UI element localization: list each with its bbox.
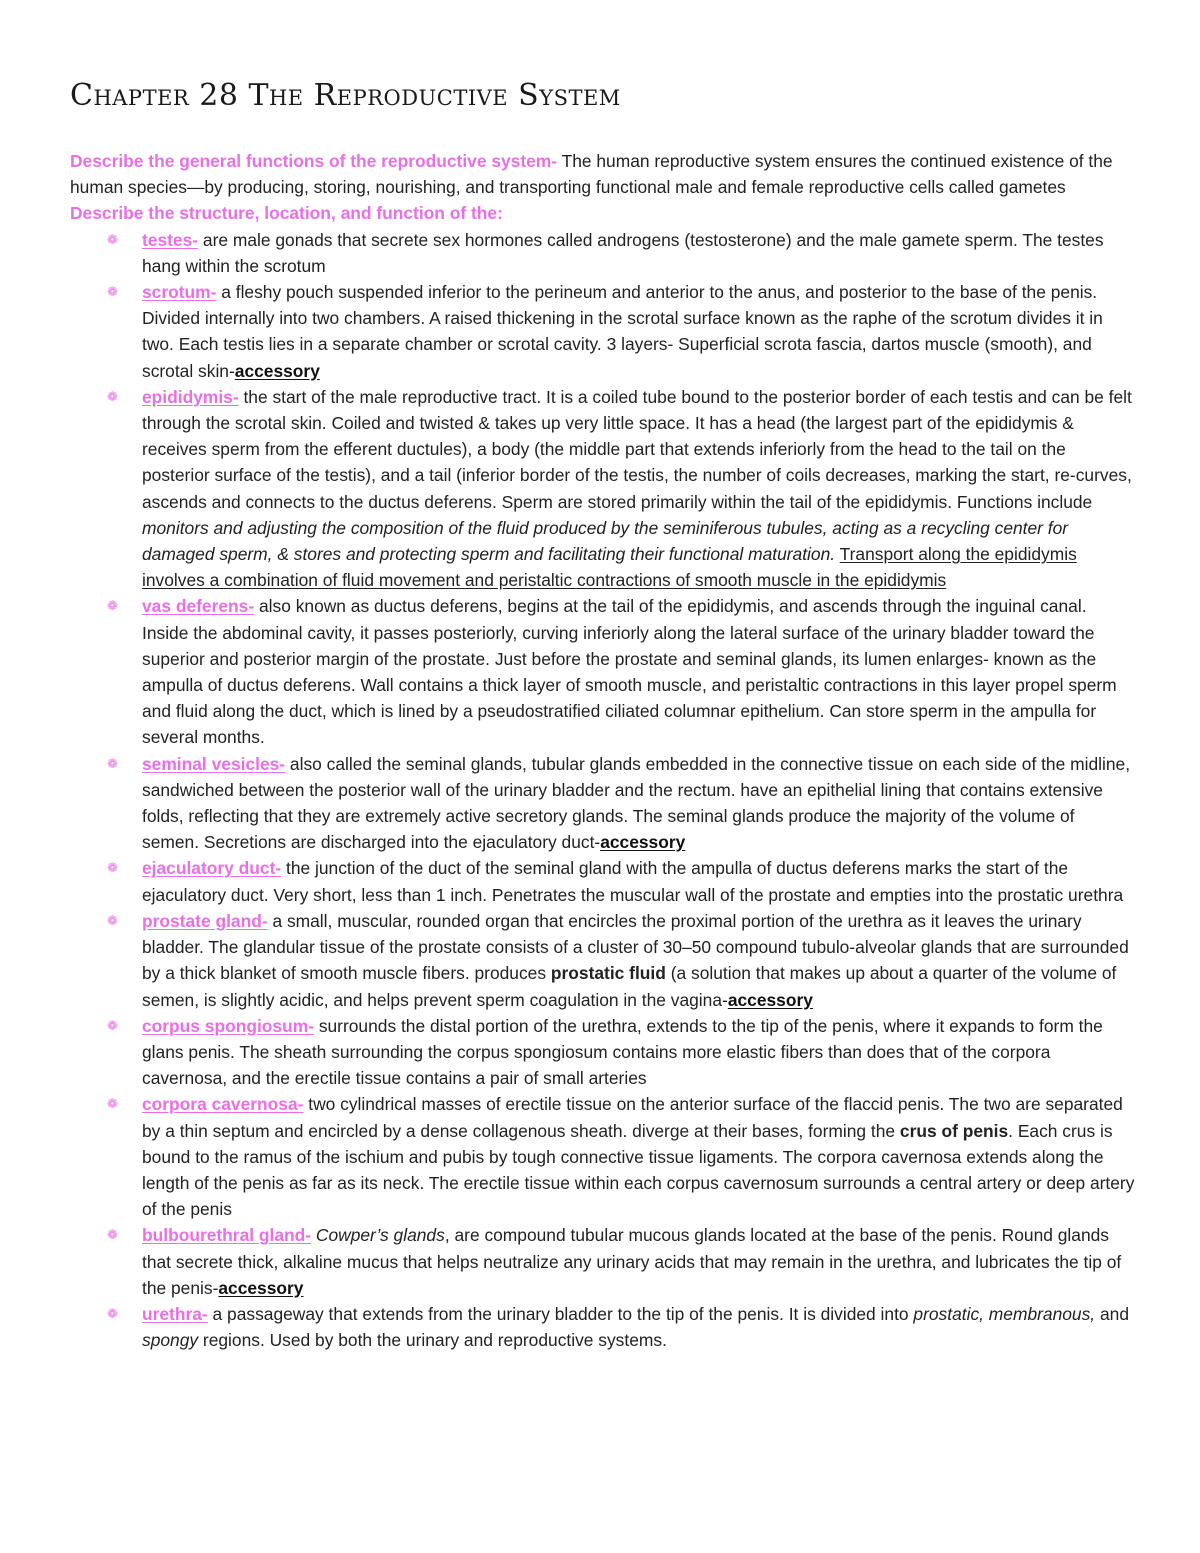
intro-paragraph (70, 148, 1135, 200)
flower-bullet-icon: ❁ (107, 1227, 118, 1243)
accessory-label: accessory (218, 1277, 304, 1298)
epididymis-text: the start of the male reproductive tract. It is a coiled tube bound to the posterior border of each testis and can be felt through the scrotal skin. Coiled and twisted & takes up very little space. It has a head (the largest part of the epididymis & receives sperm from the efferent ductules), a body (the middle part that extends inferiorly from the head to the tail on the posterior surface of the testis), and a tail (inferior border of the testis, the number of coils decreases, marking the start, re-curves, ascends and connects to the ductus deferens. Sperm are stored primarily within the tail of the epididymis. Functions include (142, 386, 1132, 512)
list-item-bulbourethral-gland (70, 1222, 1135, 1301)
urethra-text-3: regions. Used by both the urinary and reproductive systems. (198, 1330, 667, 1351)
cavernosa-text: two cylindrical masses of erectile tissue on the anterior surface of the flaccid penis. The two are separated by a thin septum and encircled by a dense collagenous sheath. diverge at their bases, forming the (142, 1094, 1123, 1141)
accessory-label: accessory (727, 989, 813, 1010)
flower-bullet-icon: ❁ (107, 284, 118, 300)
prostatic-fluid-bold: prostatic fluid (550, 963, 666, 984)
accessory-label: accessory (600, 832, 686, 853)
spongy-italic: spongy (142, 1330, 199, 1351)
ejaculatory-duct-text: the junction of the duct of the seminal gland with the ampulla of ductus deferens marks the start of the ejaculatory duct. Very short, less than 1 inch. Penetrates the muscular wall of the prostate and empties into the prostatic urethra (142, 858, 1124, 905)
list-item-prostate-gland (70, 908, 1135, 1013)
prostate-text: a small, muscular, rounded organ that encircles the proximal portion of the urethra as it leaves the urinary bladder. The glandular tissue of the prostate consists of a cluster of 30–50 compound tubulo-alveolar glands that are surrounded by a thick blanket of smooth muscle fibers. produces (142, 910, 1129, 984)
flower-bullet-icon: ❁ (107, 598, 118, 614)
flower-bullet-icon: ❁ (107, 755, 118, 771)
scrotum-text: a fleshy pouch suspended inferior to the perineum and anterior to the anus, and posterior to the base of the penis. Divided internally into two chambers. A raised thickening in the scrotal surface known as the raphe of the scrotum divides it in two. Each testis lies in a separate chamber or scrotal cavity. 3 layers- Superficial scrota fascia, dartos muscle (smooth), and scrotal skin- (142, 282, 1103, 381)
structure-heading: Describe the structure, location, and function of the: (70, 203, 503, 224)
epididymis-functions-italic: monitors and adjusting the composition of the fluid produced by the seminiferous tubules, acting as a recycling center for damaged sperm, & stores and protecting sperm and facilitating their functional maturation. (142, 517, 1069, 565)
cowpers-glands-italic: Cowper’s glands (311, 1225, 445, 1246)
cavernosa-text-2: . Each crus is bound to the ramus of the ischium and pubis by tough connective tissue ligaments. The corpora cavernosa extends along the length of the penis as far as its neck. The erectile tissue within each corpus cavernosum surrounds a central artery or deep artery of the penis (142, 1120, 1135, 1220)
flower-bullet-icon: ❁ (107, 1096, 118, 1112)
term-testes: testes- (142, 229, 199, 250)
general-functions-heading: Describe the general functions of the reproductive system- (70, 151, 558, 171)
list-item-scrotum (70, 279, 1135, 384)
accessory-label: accessory (234, 360, 320, 381)
urethra-text: a passageway that extends from the urinary bladder to the tip of the penis. It is divided into (207, 1303, 914, 1324)
page-title: Chapter 28 The Reproductive System (70, 78, 621, 113)
flower-bullet-icon: ❁ (107, 231, 118, 247)
term-corpus-spongiosum: corpus spongiosum- (142, 1015, 314, 1036)
document-body (70, 148, 1135, 1353)
urethra-regions-italic: prostatic, membranous, (913, 1303, 1096, 1324)
bulbourethral-text: , are compound tubular mucous glands located at the base of the penis. Round glands that secrete thick, alkaline mucus that helps neutralize any urinary acids that may remain in the urethra, and lubricates the tip of the penis- (142, 1225, 1122, 1298)
term-urethra: urethra- (142, 1303, 208, 1324)
vas-deferens-text: also known as ductus deferens, begins at the tail of the epididymis, and ascends through the inguinal canal. Inside the abdominal cavity, it passes posteriorly, curving inferiorly along the lateral surface of the urinary bladder toward the superior and posterior margin of the prostate. Just before the prostate and seminal glands, its lumen enlarges- known as the ampulla of ductus deferens. Wall contains a thick layer of smooth muscle, and peristaltic contractions in this layer propel sperm and fluid along the duct, which is lined by a pseudostratified ciliated columnar epithelium. Can store sperm in the ampulla for several months. (142, 596, 1117, 748)
flower-bullet-icon: ❁ (107, 1305, 118, 1321)
term-epididymis: epididymis- (142, 386, 239, 407)
flower-bullet-icon: ❁ (107, 912, 118, 928)
list-item-seminal-vesicles (70, 751, 1135, 856)
prostate-text-2: (a solution that makes up about a quarter of the volume of semen, is slightly acidic, and helps prevent sperm coagulation in the vagina- (142, 963, 1117, 1010)
list-item-vas-deferens (70, 593, 1135, 750)
list-item-corpus-spongiosum (70, 1013, 1135, 1092)
list-item-testes (70, 227, 1135, 279)
testes-text: are male gonads that secrete sex hormones called androgens (testosterone) and the male gamete sperm. The testes hang within the scrotum (142, 229, 1104, 276)
list-item-urethra (70, 1301, 1135, 1353)
spongiosum-text: surrounds the distal portion of the urethra, extends to the tip of the penis, where it expands to form the glans penis. The sheath surrounding the corpus spongiosum contains more elastic fibers than does that of the corpora cavernosa, and the erectile tissue contains a pair of small arteries (142, 1015, 1103, 1089)
term-seminal-vesicles: seminal vesicles- (142, 753, 286, 774)
list-item-ejaculatory-duct (70, 855, 1135, 907)
urethra-text-2: and (1095, 1303, 1129, 1324)
list-item-epididymis (70, 384, 1135, 594)
term-prostate-gland: prostate gland- (142, 910, 268, 931)
seminal-vesicles-text: also called the seminal glands, tubular glands embedded in the connective tissue on each side of the midline, sandwiched between the posterior wall of the urinary bladder and the rectum. have an epithelial lining that contains extensive folds, reflecting that they are extremely active secretory glands. The seminal glands produce the majority of the volume of semen. Secretions are discharged into the ejaculatory duct- (142, 753, 1131, 853)
general-functions-text: The human reproductive system ensures the continued existence of the human species—by producing, storing, nourishing, and transporting functional male and female reproductive cells called gametes (70, 151, 1113, 198)
flower-bullet-icon: ❁ (107, 1017, 118, 1033)
flower-bullet-icon: ❁ (107, 860, 118, 876)
organ-list (70, 227, 1135, 1354)
term-bulbourethral-gland: bulbourethral gland- (142, 1225, 312, 1246)
crus-of-penis-bold: crus of penis (899, 1120, 1009, 1141)
term-corpora-cavernosa: corpora cavernosa- (142, 1094, 304, 1115)
term-ejaculatory-duct: ejaculatory duct- (142, 858, 282, 879)
term-scrotum: scrotum- (142, 282, 217, 303)
flower-bullet-icon: ❁ (107, 388, 118, 404)
term-vas-deferens: vas deferens- (142, 596, 255, 617)
epididymis-transport-underlined: Transport along the epididymis involves a combination of fluid movement and peristaltic contractions of smooth muscle in the epididymis (142, 544, 1077, 591)
list-item-corpora-cavernosa (70, 1091, 1135, 1222)
